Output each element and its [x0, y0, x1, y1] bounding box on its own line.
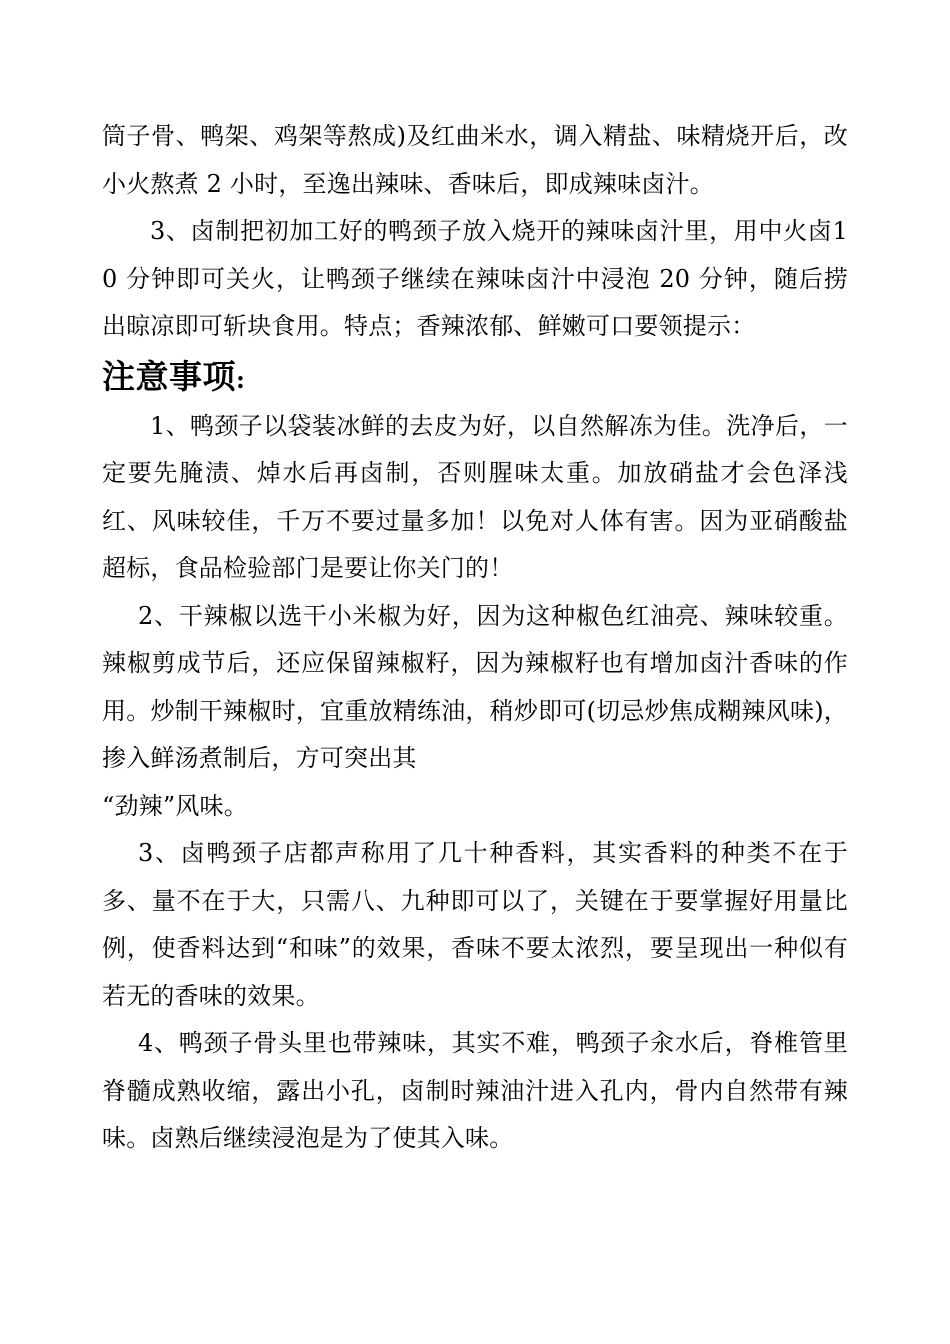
document-body [102, 113, 848, 1163]
heading-colon: : [236, 364, 246, 394]
note-4: 4、鸭颈子骨头里也带辣味，其实不难，鸭颈子汆水后，脊椎管里脊髓成熟收缩，露出小孔，卤制时辣油汁进入孔内，骨内自然带有辣味。卤熟后继续浸泡是为了使其入味。 [102, 1029, 848, 1152]
note-2: 2、干辣椒以选干小米椒为好，因为这种椒色红油亮、辣味较重。辣椒剪成节后，还应保留辣椒籽，因为辣椒籽也有增加卤汁香味的作用。炒制干辣椒时，宜重放精练油，稍炒即可(切忌炒焦成糊辣风味)，掺入鲜汤煮制后，方可突出其 [102, 601, 848, 772]
note-1: 1、鸭颈子以袋装冰鲜的去皮为好，以自然解冻为佳。洗净后，一定要先腌渍、焯水后再卤制，否则腥味太重。加放硝盐才会色泽浅红、风味较佳，千万不要过量多加！以免对人体有害。因为亚硝酸盐超标，食品检验部门是要让你关门的！ [102, 411, 848, 582]
heading-text: 注意事项 [102, 356, 236, 396]
paragraph-step-3: 3、卤制把初加工好的鸭颈子放入烧开的辣味卤汁里，用中火卤10 分钟即可关火，让鸭颈子继续在辣味卤汁中浸泡 20 分钟，随后捞出晾凉即可斩块食用。特点；香辣浓郁、鲜嫩可口要领提示： [102, 217, 848, 340]
note-2-continuation: “劲辣”风味。 [102, 791, 248, 820]
section-heading-notes [102, 351, 848, 403]
paragraph-broth: 筒子骨、鸭架、鸡架等熬成)及红曲米水，调入精盐、味精烧开后，改小火熬煮 2 小时，至逸出辣味、香味后，即成辣味卤汁。 [102, 122, 848, 198]
note-3: 3、卤鸭颈子店都声称用了几十种香料，其实香料的种类不在于多、量不在于大，只需八、九种即可以了，关键在于要掌握好用量比例，使香料达到“和味”的效果，香味不要太浓烈，要呈现出一种似有若无的香味的效果。 [102, 839, 848, 1010]
